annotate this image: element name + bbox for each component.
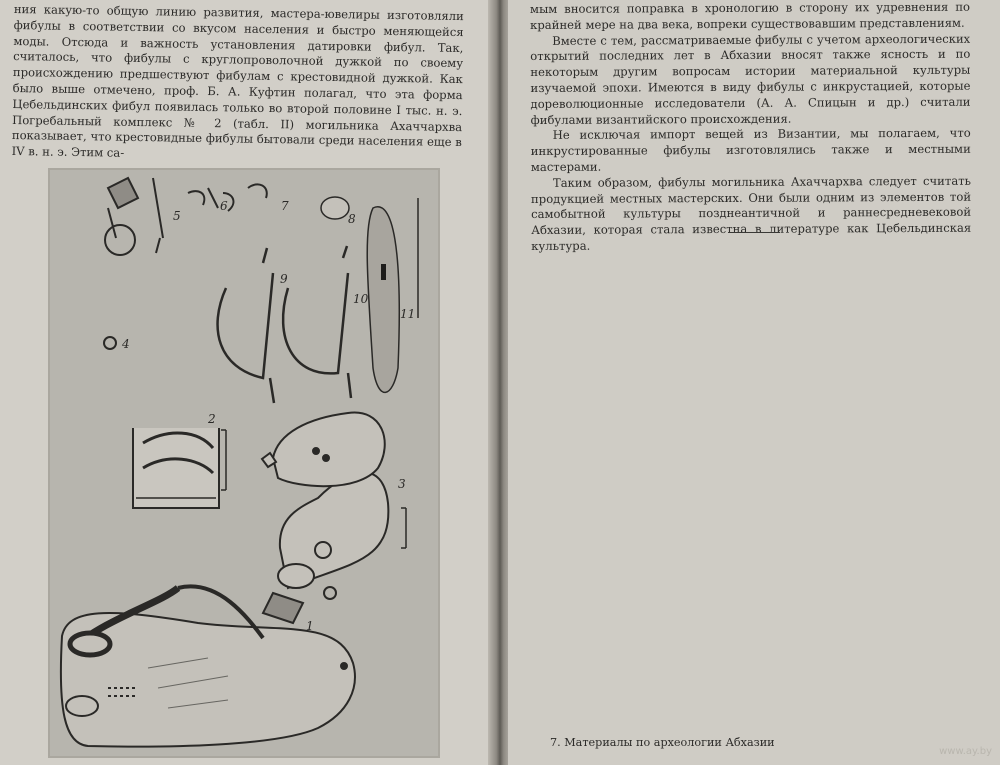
figure-number: 7	[281, 199, 289, 213]
right-paragraph: Вместе с тем, рассматриваемые фибулы с учетом археологических открытий последних лет в Абхазии вносят также ясность и по некоторым другим вопросам истории материальной культуры изучаемой эпохи. Имеются в виду фибулы с инкрустацией, которые дореволюционные исследователи (А. А. Спицын и др.) считали фибулами византийского происхождения.	[530, 31, 971, 127]
figure-number: 1	[306, 619, 314, 633]
bead-drawing	[321, 197, 349, 219]
illustration-plate	[48, 168, 440, 758]
left-page-text	[12, 2, 464, 167]
left-paragraph: ния какую-то общую линию развития, мастера-ювелиры изготовляли фибулы в соответствии со вкусом населения и быстро меняющейся моды. Отсюда и важность установления датировки фибул. Так, считалось, что фибулы с круглопроволочной дужкой по своему происхождению предшествуют фибулам с крестовидной дужкой. Как было выше отмечено, проф. Б. А. Куфтин полагал, что эта форма Цебельдинских фибул появилась только во второй половине I тыс. н. э. Погребальный комплекс № 2 (табл. II) могильника Ахаччархва показывает, что крестовидные фибулы бытовали среди населения еще в IV в. н. э. Этим са-	[11, 2, 464, 160]
cup-drawing	[133, 428, 219, 508]
right-page-text	[530, 0, 971, 255]
left-page	[0, 0, 492, 765]
jug-drawing	[61, 586, 355, 746]
figure-number: 5	[173, 209, 181, 223]
figure-number: 3	[398, 477, 406, 491]
blade-drawing	[367, 207, 399, 393]
right-page	[508, 0, 1000, 765]
figure-number: 6	[220, 199, 228, 213]
fibula-drawing	[218, 246, 351, 403]
right-paragraph: Не исключая импорт вещей из Византии, мы полагаем, что инкрустированные фибулы изготовлялись также и местными мастерами.	[530, 126, 971, 174]
pendant-drawing	[104, 337, 116, 349]
figure-number: 4	[122, 337, 130, 351]
watermark: www.ay.by	[939, 746, 992, 757]
figure-number: 9	[280, 272, 288, 286]
figure-number: 2	[208, 412, 216, 426]
archaeological-finds-drawing	[48, 168, 440, 758]
right-paragraph: мым вносится поправка в хронологию в сторону их удревнения по крайней мере на два века, вопреки существовавшим представлениям.	[530, 0, 971, 32]
jug-drawing	[262, 413, 385, 487]
jug-drawing	[263, 472, 388, 623]
page-footer: 7. Материалы по археологии Абхазии	[550, 736, 775, 749]
figure-number: 10	[353, 292, 369, 306]
fibula-drawing	[105, 178, 267, 255]
figure-number: 8	[348, 212, 356, 226]
figure-number: 11	[400, 307, 416, 321]
right-paragraph: Таким образом, фибулы могильника Ахаччархва следует считать продукцией местных мастерских. Они были одним из элементов той самобытной культуры позднеантичной и раннесредневековой Абхазии, которая стала известна в литературе как Цебельдинская культура.	[530, 173, 972, 253]
section-end-rule	[728, 232, 780, 233]
